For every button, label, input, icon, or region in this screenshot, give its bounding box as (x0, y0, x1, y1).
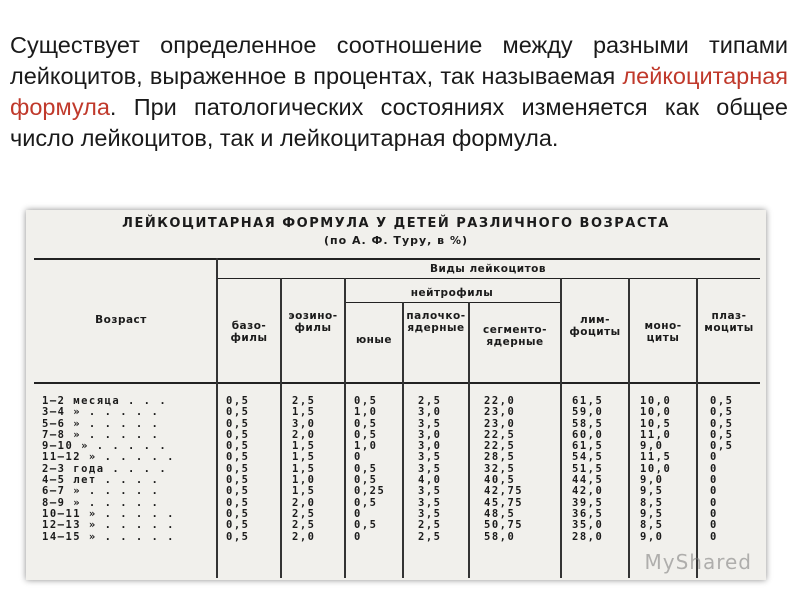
young-column (354, 396, 385, 543)
table-cell: 11—12 » . . . . . (42, 452, 175, 464)
table-cell: 3,0 (418, 428, 442, 441)
table-cell: 0,5 (226, 530, 250, 543)
table-cell: 0,5 (226, 462, 250, 475)
table-cell: 1,0 (354, 406, 378, 419)
table-cell: 0,5 (226, 485, 250, 498)
table-cell: 2,0 (292, 530, 316, 543)
table-cell: 0,5 (354, 462, 378, 475)
table-cell: 59,0 (572, 406, 604, 419)
table-cell: 0,5 (226, 451, 250, 464)
table-cell: 1,0 (354, 440, 378, 453)
table-cell: 44,5 (572, 474, 604, 487)
table-cell: 10,0 (640, 462, 672, 475)
table-cell: 42,0 (572, 485, 604, 498)
table-cell: 1—2 месяца . . . (42, 396, 168, 407)
header-age: Возраст (95, 314, 147, 326)
table-cell: 0 (710, 474, 718, 487)
rule-top (34, 258, 760, 260)
age-column (42, 396, 222, 543)
table-cell: 0,5 (226, 496, 250, 509)
table-cell: 60,0 (572, 428, 604, 441)
table-cell: 40,5 (484, 474, 516, 487)
table-cell: 7—8 » . . . . . (42, 429, 160, 441)
col-divider-4 (402, 302, 404, 578)
table-cell: 3,0 (418, 406, 442, 419)
table-cell: 10,0 (640, 406, 672, 419)
rule-types (216, 278, 760, 279)
table-cell: 51,5 (572, 462, 604, 475)
table-cell: 2,5 (292, 507, 316, 520)
table-cell: 9,0 (640, 440, 664, 453)
intro-highlight-term: лейкоцитарная формула (10, 62, 788, 120)
basophils-column (226, 396, 249, 543)
band-column (418, 396, 441, 543)
table-cell: 2,5 (292, 519, 316, 532)
table-cell: 58,0 (484, 530, 516, 543)
header-band: палочко-ядерные (406, 310, 466, 334)
table-cell: 11,5 (640, 451, 672, 464)
header-lymphocytes: лим-фоциты (569, 314, 621, 338)
table-cell: 39,5 (572, 496, 604, 509)
table-cell: 0,5 (226, 440, 250, 453)
table-subtitle: (по А. Ф. Туру, в %) (323, 234, 469, 247)
table-cell: 50,75 (484, 519, 524, 532)
table-cell: 22,0 (484, 395, 516, 407)
table-cell: 0 (710, 462, 718, 475)
table-cell: 58,5 (572, 417, 604, 430)
col-divider-3 (344, 278, 346, 578)
intro-text-start: Существует определенное соотношение между разными типами лейкоцитов, выраженное в процентах, так называемая (10, 31, 788, 89)
eosinophils-column (292, 396, 315, 543)
table-cell: 0 (710, 507, 718, 520)
table-cell: 11,0 (640, 428, 672, 441)
table-cell: 3,5 (418, 496, 442, 509)
table-cell: 10,5 (640, 417, 672, 430)
intro-text-end: . При патологических состояниях изменяется как общее число лейкоцитов, так и лейкоцитарная формула. (10, 93, 788, 151)
table-cell: 3—4 » . . . . . (42, 407, 160, 419)
table-cell: 12—13 » . . . . . (42, 520, 175, 532)
table-cell: 14—15 » . . . . . (42, 531, 175, 543)
header-segmented: сегменто-ядерные (483, 324, 547, 348)
table-cell: 0 (710, 519, 718, 532)
table-cell: 28,5 (484, 451, 516, 464)
table-cell: 42,75 (484, 485, 524, 498)
table-cell: 0,5 (226, 406, 250, 419)
table-cell: 61,5 (572, 395, 604, 407)
table-cell: 0 (354, 451, 362, 464)
table-cell: 0 (354, 507, 362, 520)
table-cell: 0 (710, 451, 718, 464)
table-cell: 0,5 (226, 395, 250, 407)
table-cell: 1,5 (292, 451, 316, 464)
table-cell: 9,0 (640, 474, 664, 487)
table-cell: 0,25 (354, 485, 386, 498)
monocytes-column (640, 396, 671, 543)
table-cell: 22,5 (484, 428, 516, 441)
table-cell: 0,5 (710, 417, 734, 430)
table-cell: 48,5 (484, 507, 516, 520)
table-cell: 4—5 лет . . . . (42, 475, 160, 487)
table-cell: 0 (710, 485, 718, 498)
table-cell: 0,5 (226, 474, 250, 487)
table-cell: 10—11 » . . . . . (42, 508, 175, 520)
table-cell: 9,5 (640, 485, 664, 498)
table-cell: 5—6 » . . . . . (42, 418, 160, 430)
table-cell: 23,0 (484, 406, 516, 419)
leukocyte-formula-table-image (26, 210, 766, 580)
watermark-logo: MyShared (644, 550, 752, 574)
table-cell: 23,0 (484, 417, 516, 430)
table-cell: 2,5 (292, 395, 316, 407)
table-cell: 10,0 (640, 395, 672, 407)
table-cell: 3,0 (292, 417, 316, 430)
table-cell: 0,5 (354, 395, 378, 407)
table-cell: 22,5 (484, 440, 516, 453)
table-cell: 0,5 (710, 406, 734, 419)
table-cell: 36,5 (572, 507, 604, 520)
rule-neutrophils (344, 302, 560, 303)
table-cell: 54,5 (572, 451, 604, 464)
table-cell: 0,5 (710, 428, 734, 441)
table-cell: 45,75 (484, 496, 524, 509)
table-cell: 1,0 (292, 474, 316, 487)
table-cell: 3,5 (418, 417, 442, 430)
table-cell: 2,5 (418, 519, 442, 532)
table-cell: 0,5 (354, 519, 378, 532)
table-cell: 0,5 (354, 496, 378, 509)
table-cell: 2—3 года . . . . (42, 463, 168, 475)
header-neutrophils: нейтрофилы (410, 287, 494, 299)
table-cell: 1,5 (292, 406, 316, 419)
table-cell: 3,0 (418, 440, 442, 453)
table-cell: 0,5 (226, 417, 250, 430)
table-cell: 35,0 (572, 519, 604, 532)
table-cell: 0 (354, 530, 362, 543)
header-eosinophils: эозино-филы (288, 310, 338, 334)
table-cell: 0,5 (354, 474, 378, 487)
segmented-column (484, 396, 523, 543)
table-cell: 9,0 (640, 530, 664, 543)
header-leukocyte-types: Виды лейкоцитов (429, 263, 547, 275)
table-cell: 0,5 (226, 428, 250, 441)
table-cell: 0,5 (354, 417, 378, 430)
table-cell: 1,5 (292, 462, 316, 475)
table-cell: 2,0 (292, 428, 316, 441)
table-cell: 0,5 (226, 519, 250, 532)
table-cell: 28,0 (572, 530, 604, 543)
table-cell: 0,5 (710, 395, 734, 407)
table-cell: 61,5 (572, 440, 604, 453)
header-monocytes: моно-циты (644, 320, 682, 344)
table-cell: 0,5 (354, 428, 378, 441)
table-cell: 0 (710, 496, 718, 509)
table-cell: 1,5 (292, 440, 316, 453)
table-cell: 2,5 (418, 530, 442, 543)
rule-header-bottom (34, 382, 760, 384)
table-cell: 9—10 » . . . . . (42, 441, 168, 453)
header-young: юные (355, 334, 393, 346)
intro-paragraph (10, 30, 788, 154)
table-cell: 0,5 (710, 440, 734, 453)
table-cell: 32,5 (484, 462, 516, 475)
table-title: ЛЕЙКОЦИТАРНАЯ ФОРМУЛА У ДЕТЕЙ РАЗЛИЧНОГО ВОЗРАСТА (122, 216, 670, 231)
table-cell: 8,5 (640, 496, 664, 509)
table-cell: 0,5 (226, 507, 250, 520)
table-cell: 6—7 » . . . . . (42, 486, 160, 498)
header-basophils: базо-филы (230, 320, 268, 344)
table-cell: 3,5 (418, 507, 442, 520)
table-cell: 2,5 (418, 395, 442, 407)
table-cell: 2,0 (292, 496, 316, 509)
table-cell: 3,5 (418, 451, 442, 464)
table-cell: 4,0 (418, 474, 442, 487)
table-cell: 1,5 (292, 485, 316, 498)
plasmacytes-column (710, 396, 733, 543)
table-cell: 3,5 (418, 462, 442, 475)
table-cell: 8,5 (640, 519, 664, 532)
table-cell: 8—9 » . . . . . (42, 497, 160, 509)
table-cell: 9,5 (640, 507, 664, 520)
lymphocytes-column (572, 396, 603, 543)
table-cell: 3,5 (418, 485, 442, 498)
table-cell: 0 (710, 530, 718, 543)
header-plasmacytes: плаз-моциты (704, 310, 754, 334)
